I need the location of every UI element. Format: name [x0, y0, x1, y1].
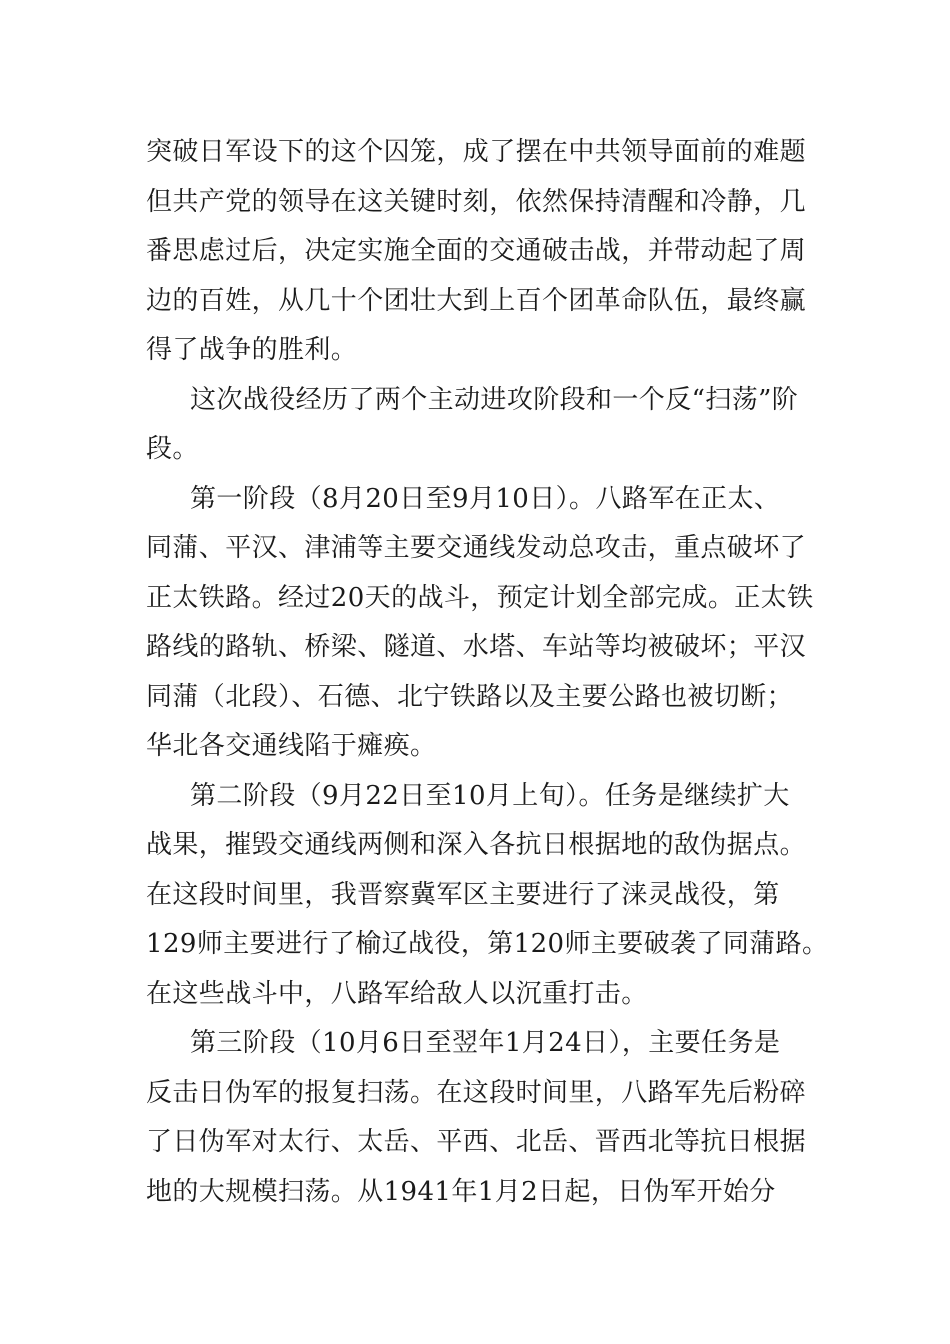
- text-line-11: 路线的路轨、桥梁、隧道、水塔、车站等均被破坏；平汉: [146, 632, 807, 662]
- text-line-3: 番思虑过后，决定实施全面的交通破击战，并带动起了周: [146, 236, 807, 266]
- text-line-9: 同蒲、平汉、津浦等主要交通线发动总攻击，重点破坏了: [146, 533, 807, 563]
- text-line-8: 第一阶段（8月20日至9月10日）。八路军在正太、: [190, 483, 781, 514]
- text-line-14: 第二阶段（9月22日至10月上旬）。任务是继续扩大: [190, 780, 790, 811]
- text-line-19: 第三阶段（10月6日至翌年1月24日），主要任务是: [190, 1028, 781, 1058]
- text-line-20: 反击日伪军的报复扫荡。在这段时间里，八路军先后粉碎: [146, 1077, 807, 1108]
- text-line-17: 129师主要进行了榆辽战役，第120师主要破袭了同蒲路。: [146, 929, 829, 959]
- text-line-22: 地的大规模扫荡。从1941年1月2日起，日伪军开始分: [146, 1176, 776, 1207]
- text-line-1: 突破日军设下的这个囚笼，成了摆在中共领导面前的难题: [146, 137, 807, 167]
- text-line-2: 但共产党的领导在这关键时刻，依然保持清醒和冷静，几: [146, 186, 807, 217]
- text-line-6: 这次战役经历了两个主动进攻阶段和一个反“扫荡”阶: [190, 384, 799, 415]
- text-line-15: 战果，摧毁交通线两侧和深入各抗日根据地的敌伪据点。: [146, 830, 807, 860]
- text-line-18: 在这些战斗中，八路军给敌人以沉重打击。: [146, 978, 648, 1009]
- text-line-5: 得了战争的胜利。: [146, 335, 358, 365]
- text-line-10: 正太铁路。经过20天的战斗，预定计划全部完成。正太铁: [146, 582, 814, 613]
- text-line-4: 边的百姓，从几十个团壮大到上百个团革命队伍，最终赢: [146, 285, 807, 316]
- document-body: [146, 128, 846, 1217]
- text-line-13: 华北各交通线陷于瘫痪。: [146, 731, 437, 761]
- text-line-21: 了日伪军对太行、太岳、平西、北岳、晋西北等抗日根据: [146, 1127, 807, 1157]
- text-line-12: 同蒲（北段）、石德、北宁铁路以及主要公路也被切断；: [146, 681, 794, 712]
- text-line-7: 段。: [146, 434, 199, 464]
- text-line-16: 在这段时间里，我晋察冀军区主要进行了涞灵战役，第: [146, 879, 780, 910]
